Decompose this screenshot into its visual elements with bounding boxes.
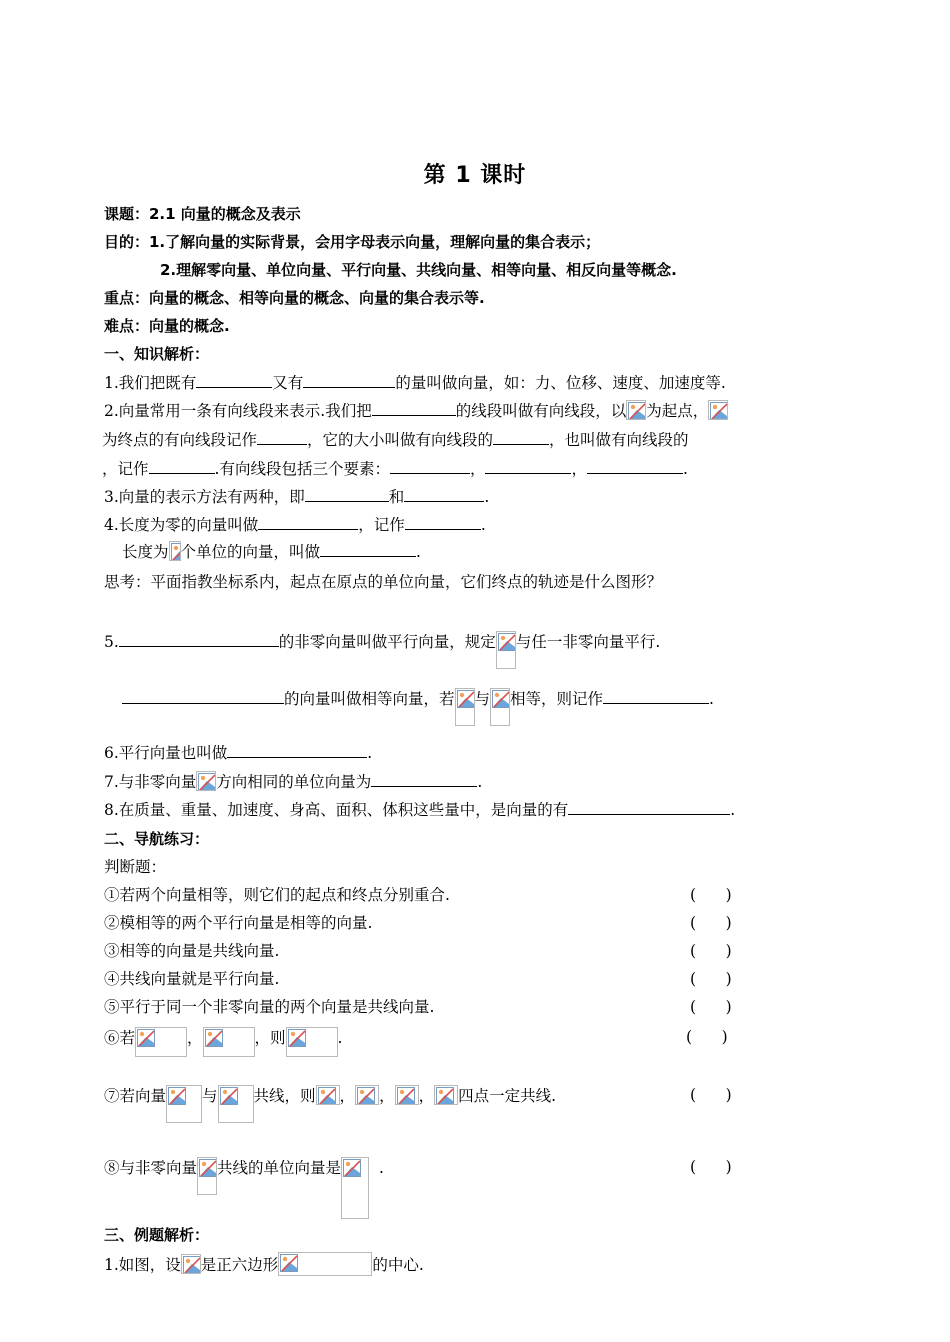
judge-item-3: ③相等的向量是共线向量. — [104, 942, 280, 960]
broken-image-icon — [203, 1027, 255, 1057]
judge-item-1: ①若两个向量相等，则它们的起点和终点分别重合. — [104, 886, 450, 904]
difficulty-line: 难点：向量的概念. — [104, 317, 230, 335]
item-2-cont-2: ，记作 .有向线段包括三个要素： ， ， . — [102, 460, 688, 478]
item-4: 4.长度为零的向量叫做 ，记作 . — [104, 516, 486, 534]
broken-image-icon — [166, 1085, 202, 1123]
item-1: 1.我们把既有 又有 的量叫做向量，如：力、位移、速度、加速度等. — [104, 374, 726, 392]
fill-blank[interactable] — [372, 401, 456, 416]
broken-image-icon — [181, 1254, 201, 1274]
item-5-cont: 的向量叫做相等向量，若 与 相等，则记作 . — [122, 688, 714, 726]
broken-image-glyph — [709, 401, 728, 420]
item-4-cont: 长度为 个单位的向量，叫做 . — [122, 543, 421, 561]
item-5: 5. 的非零向量叫做平行向量，规定 与任一非零向量平行. — [104, 631, 660, 669]
page-title: 第 1 课时 — [423, 163, 527, 188]
broken-image-glyph — [170, 542, 181, 561]
fill-blank[interactable] — [390, 459, 470, 474]
broken-image-glyph — [182, 1255, 201, 1274]
broken-image-icon — [196, 771, 216, 791]
fill-blank[interactable] — [493, 430, 549, 445]
broken-image-glyph — [456, 689, 475, 709]
image-sun — [439, 1090, 443, 1094]
image-sun — [202, 1162, 206, 1166]
broken-image-icon — [286, 1027, 338, 1057]
broken-image-glyph — [219, 1086, 239, 1106]
image-sun — [201, 776, 205, 780]
section-3-heading: 三、例题解析： — [104, 1226, 210, 1244]
think-question: 思考：平面指教坐标系内，起点在原点的单位向量，它们终点的轨迹是什么图形？ — [104, 573, 663, 591]
image-sun — [320, 1090, 324, 1094]
aim-line-1: 目的：1.了解向量的实际背景，会用字母表示向量，理解向量的集合表示； — [104, 233, 601, 251]
image-sun — [346, 1162, 350, 1166]
broken-image-glyph — [197, 772, 216, 791]
broken-image-glyph — [204, 1028, 224, 1048]
broken-image-glyph — [198, 1158, 217, 1178]
judge-item-2: ②模相等的两个平行向量是相等的向量. — [104, 914, 373, 932]
broken-image-glyph — [342, 1158, 362, 1178]
broken-image-icon — [341, 1157, 369, 1219]
image-sun — [140, 1032, 144, 1036]
judge-heading: 判断题： — [104, 858, 167, 876]
fill-blank[interactable] — [587, 459, 683, 474]
fill-blank[interactable] — [485, 459, 571, 474]
answer-parentheses[interactable]: ( ) — [690, 970, 732, 988]
image-sun — [290, 1032, 294, 1036]
image-sun — [360, 1090, 364, 1094]
section-1-heading: 一、知识解析： — [104, 345, 210, 363]
item-3: 3.向量的表示方法有两种，即 和 . — [104, 488, 490, 506]
item-6: 6.平行向量也叫做 . — [104, 744, 373, 762]
aim-line-2: 2.理解零向量、单位向量、平行向量、共线向量、相等向量、相反向量等概念. — [160, 261, 677, 279]
broken-image-glyph — [136, 1028, 156, 1048]
judge-item-5: ⑤平行于同一个非零向量的两个向量是共线向量. — [104, 998, 435, 1016]
fill-blank[interactable] — [405, 515, 481, 530]
broken-image-icon — [626, 400, 646, 420]
image-sun — [399, 1090, 403, 1094]
fill-blank[interactable] — [257, 430, 307, 445]
image-sun — [283, 1257, 287, 1261]
section-2-heading: 二、导航练习： — [104, 830, 210, 848]
fill-blank[interactable] — [122, 689, 284, 704]
image-sun — [495, 693, 499, 697]
example-1: 1.如图，设 是正六边形 的中心. — [104, 1252, 424, 1276]
fill-blank[interactable] — [320, 542, 416, 557]
fill-blank[interactable] — [303, 373, 395, 388]
broken-image-icon — [278, 1252, 372, 1276]
fill-blank[interactable] — [196, 373, 272, 388]
broken-image-icon — [434, 1085, 458, 1105]
image-sun — [186, 1259, 190, 1263]
answer-parentheses[interactable]: ( ) — [690, 942, 732, 960]
broken-image-glyph — [279, 1253, 299, 1273]
judge-item-7: ⑦若向量 与 共线，则 ， ， ， 四点一定共线. — [104, 1085, 556, 1123]
fill-blank[interactable] — [568, 800, 730, 815]
topic-line: 课题：2.1 向量的概念及表示 — [104, 205, 301, 223]
image-sun — [631, 405, 635, 409]
image-sun — [459, 693, 463, 697]
item-2-cont: 为终点的有向线段记作 ，它的大小叫做有向线段的 ，也叫做有向线段的 — [102, 431, 689, 449]
fill-blank[interactable] — [603, 689, 709, 704]
broken-image-icon — [169, 541, 181, 561]
image-sun — [222, 1090, 226, 1094]
broken-image-glyph — [627, 401, 646, 420]
image-sun — [173, 546, 177, 550]
judge-item-8: ⑧与非零向量 共线的单位向量是 . — [104, 1157, 384, 1219]
answer-parentheses[interactable]: ( ) — [690, 1158, 732, 1176]
broken-image-glyph — [287, 1028, 307, 1048]
broken-image-icon — [218, 1085, 254, 1123]
image-sun — [171, 1090, 175, 1094]
judge-item-6: ⑥若 ， ，则 . — [104, 1027, 342, 1057]
item-7: 7.与非零向量 方向相同的单位向量为 . — [104, 773, 483, 791]
broken-image-icon — [135, 1027, 187, 1057]
fill-blank[interactable] — [404, 487, 484, 502]
judge-item-4: ④共线向量就是平行向量. — [104, 970, 280, 988]
broken-image-icon — [395, 1085, 419, 1105]
broken-image-icon — [455, 688, 475, 726]
image-sun — [501, 636, 505, 640]
broken-image-icon — [490, 688, 510, 726]
broken-image-glyph — [396, 1086, 416, 1105]
answer-parentheses[interactable]: ( ) — [686, 1028, 728, 1046]
broken-image-glyph — [491, 689, 510, 709]
image-sun — [713, 405, 717, 409]
broken-image-icon — [355, 1085, 379, 1105]
broken-image-glyph — [497, 632, 516, 652]
answer-parentheses[interactable]: ( ) — [690, 886, 732, 904]
answer-parentheses[interactable]: ( ) — [690, 914, 732, 932]
answer-parentheses[interactable]: ( ) — [690, 998, 732, 1016]
broken-image-glyph — [167, 1086, 187, 1106]
broken-image-glyph — [356, 1086, 376, 1105]
fill-blank[interactable] — [119, 632, 279, 647]
broken-image-icon — [496, 631, 516, 669]
broken-image-icon — [316, 1085, 340, 1105]
broken-image-icon — [708, 400, 728, 420]
image-sun — [207, 1032, 211, 1036]
item-2: 2.向量常用一条有向线段来表示.我们把 的线段叫做有向线段，以 为起点， — [104, 400, 728, 421]
broken-image-glyph — [435, 1086, 455, 1105]
broken-image-icon — [197, 1157, 217, 1195]
fill-blank[interactable] — [258, 515, 358, 530]
answer-parentheses[interactable]: ( ) — [690, 1086, 732, 1104]
fill-blank[interactable] — [227, 743, 367, 758]
fill-blank[interactable] — [149, 459, 215, 474]
key-point-line: 重点：向量的概念、相等向量的概念、向量的集合表示等. — [104, 289, 485, 307]
broken-image-glyph — [317, 1086, 337, 1105]
fill-blank[interactable] — [371, 772, 477, 787]
item-8: 8.在质量、重量、加速度、身高、面积、体积这些量中，是向量的有 . — [104, 801, 736, 819]
fill-blank[interactable] — [305, 487, 389, 502]
